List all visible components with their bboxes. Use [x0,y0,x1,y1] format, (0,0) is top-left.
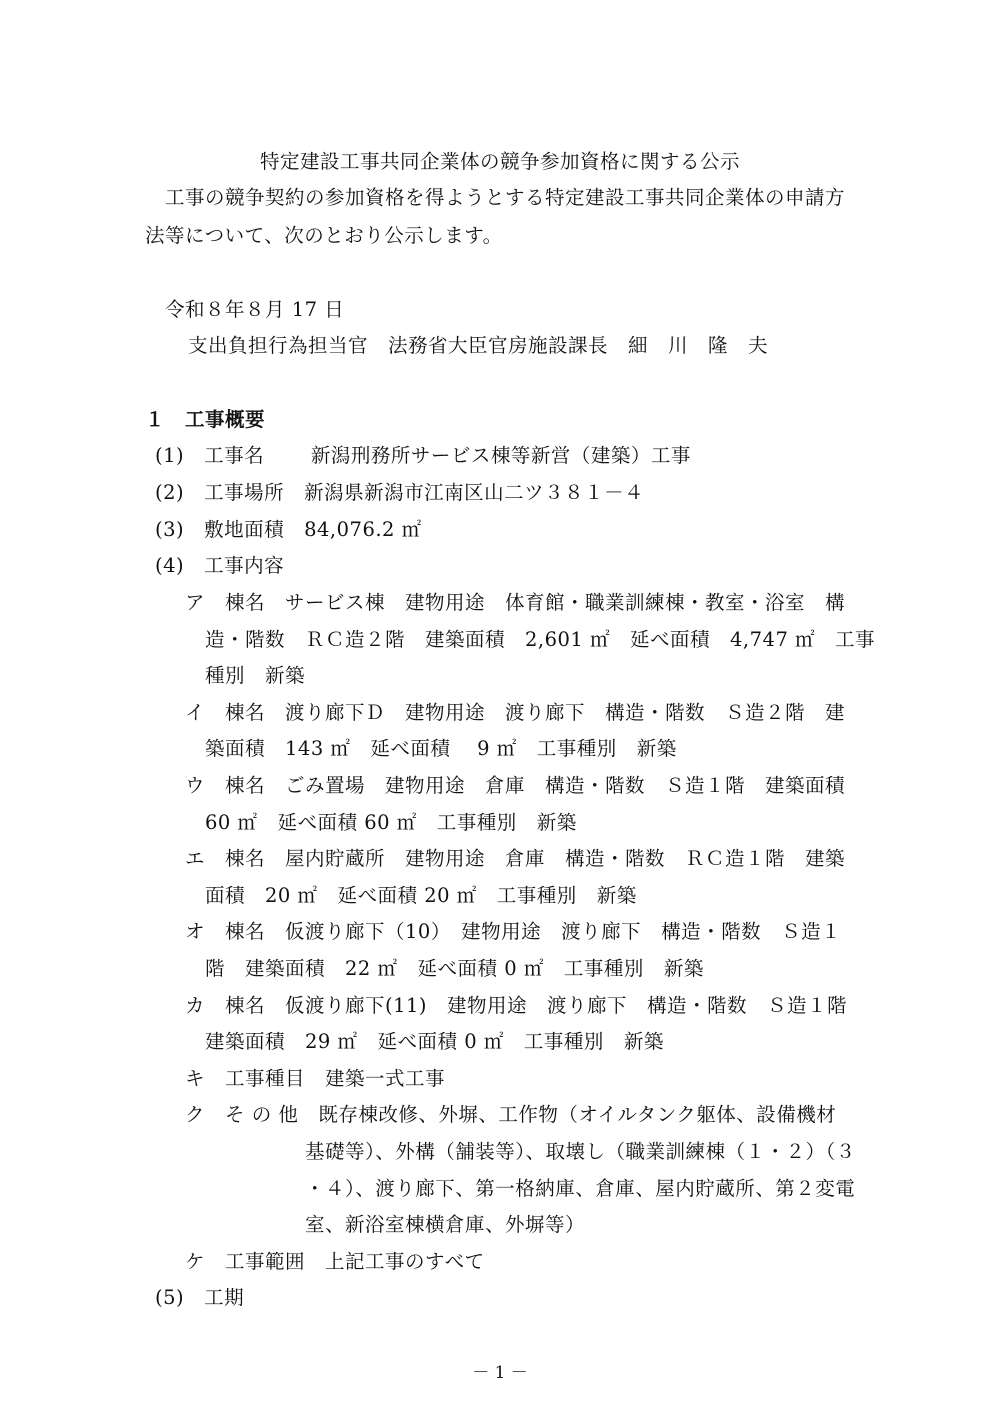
page-number: － 1 － [472,1363,528,1383]
issuer-line: 支出負担行為担当官 法務省大臣官房施設課長 細 川 隆 夫 [188,334,769,357]
sub-ka-line-2: 建築面積 29 ㎡ 延べ面積 0 ㎡ 工事種別 新築 [205,1030,664,1053]
sub-ku-line-2: 基礎等）、外構（舗装等）、取壊し（職業訓練棟（１・２）（３ [305,1140,856,1163]
item-3-site-area: (3) 敷地面積 84,076.2 ㎡ [155,518,422,541]
sub-u-line-2: 60 ㎡ 延べ面積 60 ㎡ 工事種別 新築 [205,811,577,834]
sub-e-line-2: 面積 20 ㎡ 延べ面積 20 ㎡ 工事種別 新築 [205,884,637,907]
sub-ka-line-1: カ 棟名 仮渡り廊下(11) 建物用途 渡り廊下 構造・階数 Ｓ造１階 [185,994,848,1017]
sub-o-line-2: 階 建築面積 22 ㎡ 延べ面積 0 ㎡ 工事種別 新築 [205,957,704,980]
sub-u-line-1: ウ 棟名 ごみ置場 建物用途 倉庫 構造・階数 Ｓ造１階 建築面積 [185,774,846,797]
sub-a-line-2: 造・階数 ＲＣ造２階 建築面積 2,601 ㎡ 延べ面積 4,747 ㎡ 工事 [205,628,876,651]
sub-o-line-1: オ 棟名 仮渡り廊下（10） 建物用途 渡り廊下 構造・階数 Ｓ造１ [185,920,842,943]
item-4-work-content: (4) 工事内容 [155,554,285,577]
sub-e-line-1: エ 棟名 屋内貯蔵所 建物用途 倉庫 構造・階数 ＲＣ造１階 建築 [185,847,846,870]
notice-date: 令和８年８月 17 日 [165,298,345,321]
sub-ku-line-1: ク そ の 他 既存棟改修、外塀、工作物（オイルタンク躯体、設備機材 [185,1103,837,1126]
sub-ku-line-4: 室、新浴室棟横倉庫、外塀等） [305,1213,586,1236]
sub-ke-line: ケ 工事範囲 上記工事のすべて [185,1250,485,1273]
item-1-project-name: (1) 工事名 新潟刑務所サービス棟等新営（建築）工事 [155,444,691,467]
item-5-construction-period: (5) 工期 [155,1286,245,1309]
sub-ki-line: キ 工事種目 建築一式工事 [185,1067,446,1090]
sub-i-line-2: 築面積 143 ㎡ 延べ面積 9 ㎡ 工事種別 新築 [205,737,677,760]
sub-ku-line-3: ・４）、渡り廊下、第一格納庫、倉庫、屋内貯蔵所、第２変電 [305,1177,856,1200]
item-2-project-location: (2) 工事場所 新潟県新潟市江南区山二ツ３８１－４ [155,481,645,504]
intro-line-2: 法等について、次のとおり公示します。 [145,224,503,247]
sub-a-line-1: ア 棟名 サービス棟 建物用途 体育館・職業訓練棟・教室・浴室 構 [185,591,846,614]
sub-a-line-3: 種別 新築 [205,664,306,687]
document-title: 特定建設工事共同企業体の競争参加資格に関する公示 [259,150,740,173]
intro-line-1: 工事の競争契約の参加資格を得ようとする特定建設工事共同企業体の申請方 [145,186,846,209]
sub-i-line-1: イ 棟名 渡り廊下Ｄ 建物用途 渡り廊下 構造・階数 Ｓ造２階 建 [185,701,846,724]
section-1-heading: １ 工事概要 [145,408,266,431]
